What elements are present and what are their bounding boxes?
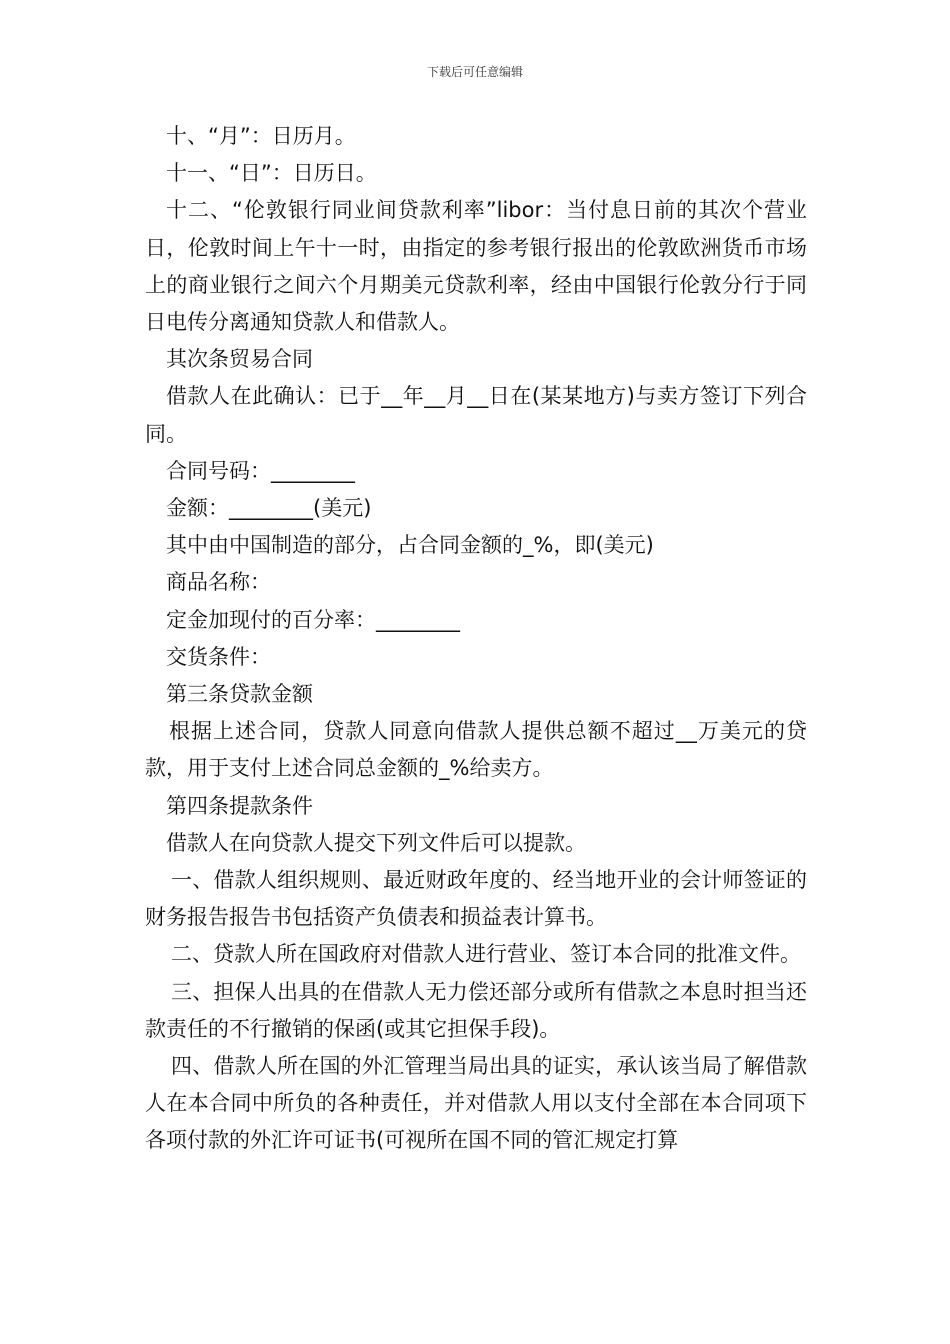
deposit-percentage: 定金加现付的百分率：________ [166,607,460,632]
china-made-portion: 其中由中国制造的部分，占合同金额的_%，即(美元) [166,533,654,558]
contract-amount: 金额：________(美元) [166,496,372,521]
goods-name: 商品名称： [166,570,271,595]
delivery-terms: 交货条件： [166,644,271,669]
paragraph-3: 十二、“伦敦银行同业间贷款利率”libor：当付息日前的其次个营业日，伦敦时间上午十一时，由指定的参考银行报出的伦敦欧洲货币市场上的商业银行之间六个月期美元贷款利率，经由中国银行伦敦分行于同日电传分离通知贷款人和借款人。 [145,198,807,335]
condition-3: 三、担保人出具的在借款人无力偿还部分或所有借款之本息时担当还款责任的不行撤销的保函(或其它担保手段)。 [145,979,807,1041]
paragraph-loan-amount: 根据上述合同，贷款人同意向借款人提供总额不超过__万美元的贷款，用于支付上述合同总金额的_%给卖方。 [145,719,807,781]
paragraph-5: 借款人在此确认：已于__年__月__日在(某某地方)与卖方签订下列合同。 [145,384,807,446]
condition-2: 二、贷款人所在国政府对借款人进行营业、签订本合同的批准文件。 [171,942,801,967]
section-heading-4: 第四条提款条件 [166,793,313,818]
page-header: 下载后可任意编辑 [426,65,523,79]
paragraph-drawdown-intro: 借款人在向贷款人提交下列文件后可以提款。 [166,830,586,855]
condition-4: 四、借款人所在国的外汇管理当局出具的证实，承认该当局了解借款人在本合同中所负的各种责任，并对借款人用以支付全部在本合同项下各项付款的外汇许可证书(可视所在国不同的管汇规定打算 [145,1054,807,1153]
paragraph-1: 十、“月”：日历月。 [166,124,356,148]
paragraph-2: 十一、“日”：日历日。 [166,161,377,186]
contract-number: 合同号码：________ [166,458,355,483]
condition-1: 一、借款人组织规则、最近财政年度的、经当地开业的会计师签证的财务报告报告书包括资产负债表和损益表计算书。 [145,868,807,930]
section-heading-2: 其次条贸易合同 [166,347,313,372]
document-body [145,118,807,1160]
section-heading-3: 第三条贷款金额 [166,682,313,707]
